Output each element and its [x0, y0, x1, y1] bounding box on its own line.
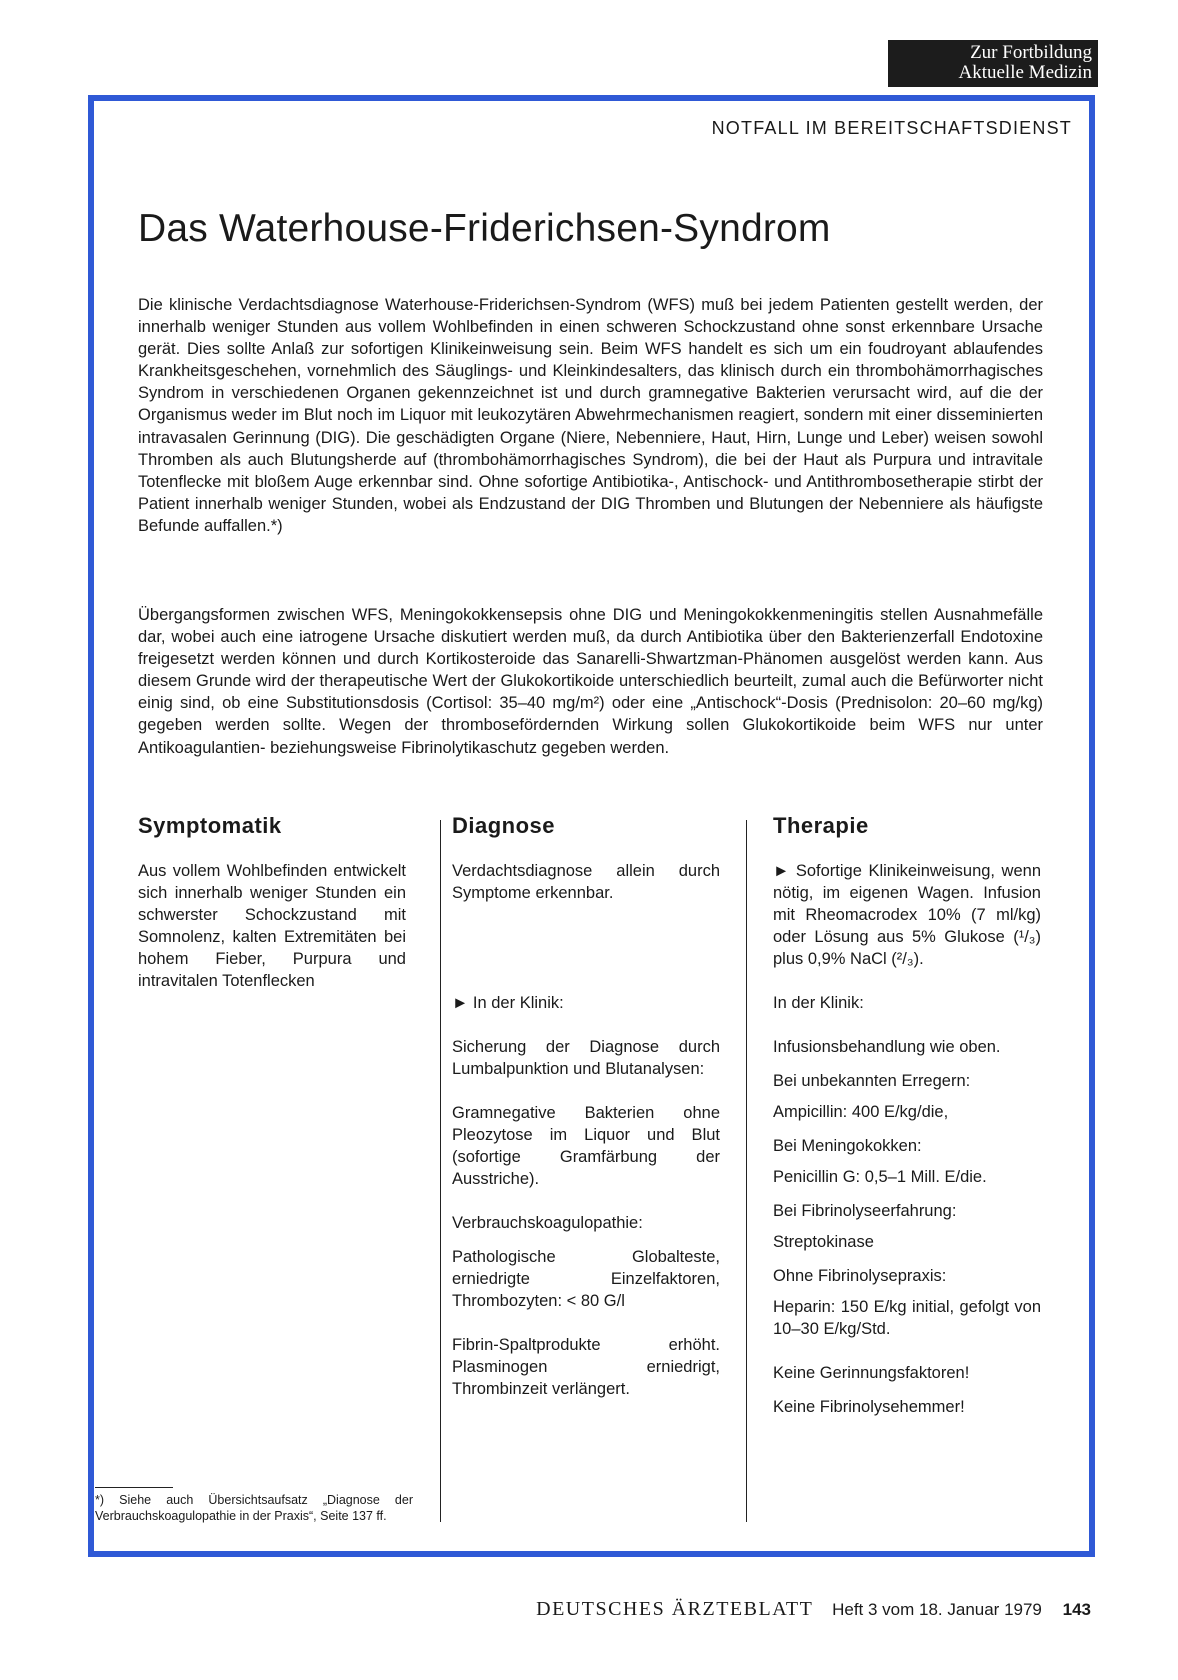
section-badge	[888, 40, 1098, 87]
badge-line-1: Zur Fortbildung	[970, 42, 1092, 63]
issue-info: Heft 3 vom 18. Januar 1979	[832, 1600, 1042, 1619]
column-text: ► Sofortige Klinikeinweisung, wenn nötig, im eigenen Wagen. Infusion mit Rheomacrodex 10% (7 ml/kg) oder Lösung aus 5% Glukose (¹/₃) plus 0,9% NaCl (²/₃).	[773, 862, 1041, 968]
article-title: Das Waterhouse-Friderichsen-Syndrom	[138, 207, 831, 250]
column-text: Ampicillin: 400 E/kg/die,	[773, 1103, 949, 1121]
column-text: Keine Fibrinolysehemmer!	[773, 1398, 965, 1416]
column-text: Penicillin G: 0,5–1 Mill. E/die.	[773, 1168, 987, 1186]
column-text: Verdachtsdiagnose allein durch Symptome erkennbar.	[452, 862, 720, 902]
column-text: Infusionsbehandlung wie oben.	[773, 1038, 1001, 1056]
column-text: Fibrin-Spaltprodukte erhöht. Plasminogen erniedrigt, Thrombinzeit verlängert.	[452, 1336, 720, 1398]
column-heading: Therapie	[773, 813, 869, 838]
column-text: In der Klinik:	[773, 994, 864, 1012]
column-diagnose	[452, 812, 720, 1422]
footnote-rule	[95, 1487, 173, 1488]
section-kicker: NOTFALL IM BEREITSCHAFTSDIENST	[711, 118, 1072, 138]
column-text: Streptokinase	[773, 1233, 874, 1251]
badge-line-2: Aktuelle Medizin	[958, 62, 1092, 83]
second-paragraph: Übergangsformen zwischen WFS, Meningokokkensepsis ohne DIG und Meningokokkenmeningitis stellen Ausnahmefälle dar, wobei auch eine iatrogene Ursache diskutiert werden muß, da durch Antibiotika über den Bakterienzerfall Endotoxine freigesetzt werden können und durch Kortikosteroide das Sanarelli-Shwartzman-Phänomen ausgelöst werden kann. Aus diesem Grunde wird der therapeutische Wert der Glukokortikoide unterschiedlich beurteilt, zumal auch die Befürworter nicht einig sind, ob eine Substitutionsdosis (Cortisol: 35–40 mg/m²) oder eine „Antischock“-Dosis (Prednisolon: 20–60 mg/kg) gegeben werden sollte. Wegen der thrombosefördernden Wirkung sollen Glukokortikoide beim WFS nur unter Antikoagulantien- beziehungsweise Fibrinolytikaschutz gegeben werden.	[138, 606, 1043, 757]
column-heading: Diagnose	[452, 813, 556, 838]
column-text: Bei Meningokokken:	[773, 1137, 922, 1155]
column-symptomatik	[138, 812, 406, 1014]
column-text: Ohne Fibrinolysepraxis:	[773, 1267, 947, 1285]
journal-name: DEUTSCHES ÄRZTEBLATT	[536, 1598, 814, 1620]
column-text: ► In der Klinik:	[452, 994, 564, 1012]
column-text: Verbrauchskoagulopathie:	[452, 1214, 643, 1232]
intro-paragraph: Die klinische Verdachtsdiagnose Waterhouse-Friderichsen-Syndrom (WFS) muß bei jedem Patienten gestellt werden, der innerhalb weniger Stunden aus vollem Wohlbefinden in einen schweren Schockzustand ohne sonst erkennbare Ursache gerät. Dies sollte Anlaß zur sofortigen Klinikeinweisung sein. Beim WFS handelt es sich um ein foudroyant ablaufendes Krankheitsgeschehen, vornehmlich des Säuglings- und Kleinkindesalters, das klinisch durch ein thrombohämorrhagisches Syndrom in verschiedenen Organen gekennzeichnet ist und durch gramnegative Bakterien verursacht wird, auf die der Organismus weder im Blut noch im Liquor mit leukozytären Abwehrmechanismen reagiert, sondern mit einer disseminierten intravasalen Gerinnung (DIG). Die geschädigten Organe (Niere, Nebenniere, Haut, Hirn, Lunge und Leber) weisen sowohl Thromben als auch Blutungsherde auf (thrombohämorrhagisches Syndrom), die bei der Haut als Purpura und intravitale Totenflecke mit bloßem Auge erkennbar sind. Ohne sofortige Antibiotika-, Antischock- und Antithrombosetherapie stirbt der Patient innerhalb weniger Stunden, wobei als Endzustand der DIG Thromben und Blutungen der Nebenniere als häufigste Befunde auffallen.*)	[138, 296, 1043, 535]
column-text: Pathologische Globalteste, erniedrigte Einzelfaktoren, Thrombozyten: < 80 G/l	[452, 1248, 720, 1310]
column-text: Bei unbekannten Erregern:	[773, 1072, 971, 1090]
column-heading: Symptomatik	[138, 813, 282, 838]
column-divider	[746, 820, 747, 1522]
column-text: Keine Gerinnungsfaktoren!	[773, 1364, 970, 1382]
column-text: Sicherung der Diagnose durch Lumbalpunktion und Blutanalysen:	[452, 1038, 720, 1078]
footnote: *) Siehe auch Übersichtsaufsatz „Diagnose der Verbrauchskoagulopathie in der Praxis“, Seite 137 ff.	[95, 1493, 413, 1523]
column-text: Bei Fibrinolyseerfahrung:	[773, 1202, 957, 1220]
page-number: 143	[1062, 1600, 1091, 1619]
column-therapie	[773, 812, 1041, 1440]
column-divider	[440, 820, 441, 1522]
column-text: Heparin: 150 E/kg initial, gefolgt von 10–30 E/kg/Std.	[773, 1298, 1041, 1338]
page-footer	[536, 1598, 1091, 1621]
column-text: Aus vollem Wohlbefinden entwickelt sich innerhalb weniger Stunden ein schwerster Schockzustand mit Somnolenz, kalten Extremitäten bei hohem Fieber, Purpura und intravitalen Totenflecken	[138, 862, 406, 990]
column-text: Gramnegative Bakterien ohne Pleozytose im Liquor und Blut (sofortige Gramfärbung der Ausstriche).	[452, 1104, 720, 1188]
